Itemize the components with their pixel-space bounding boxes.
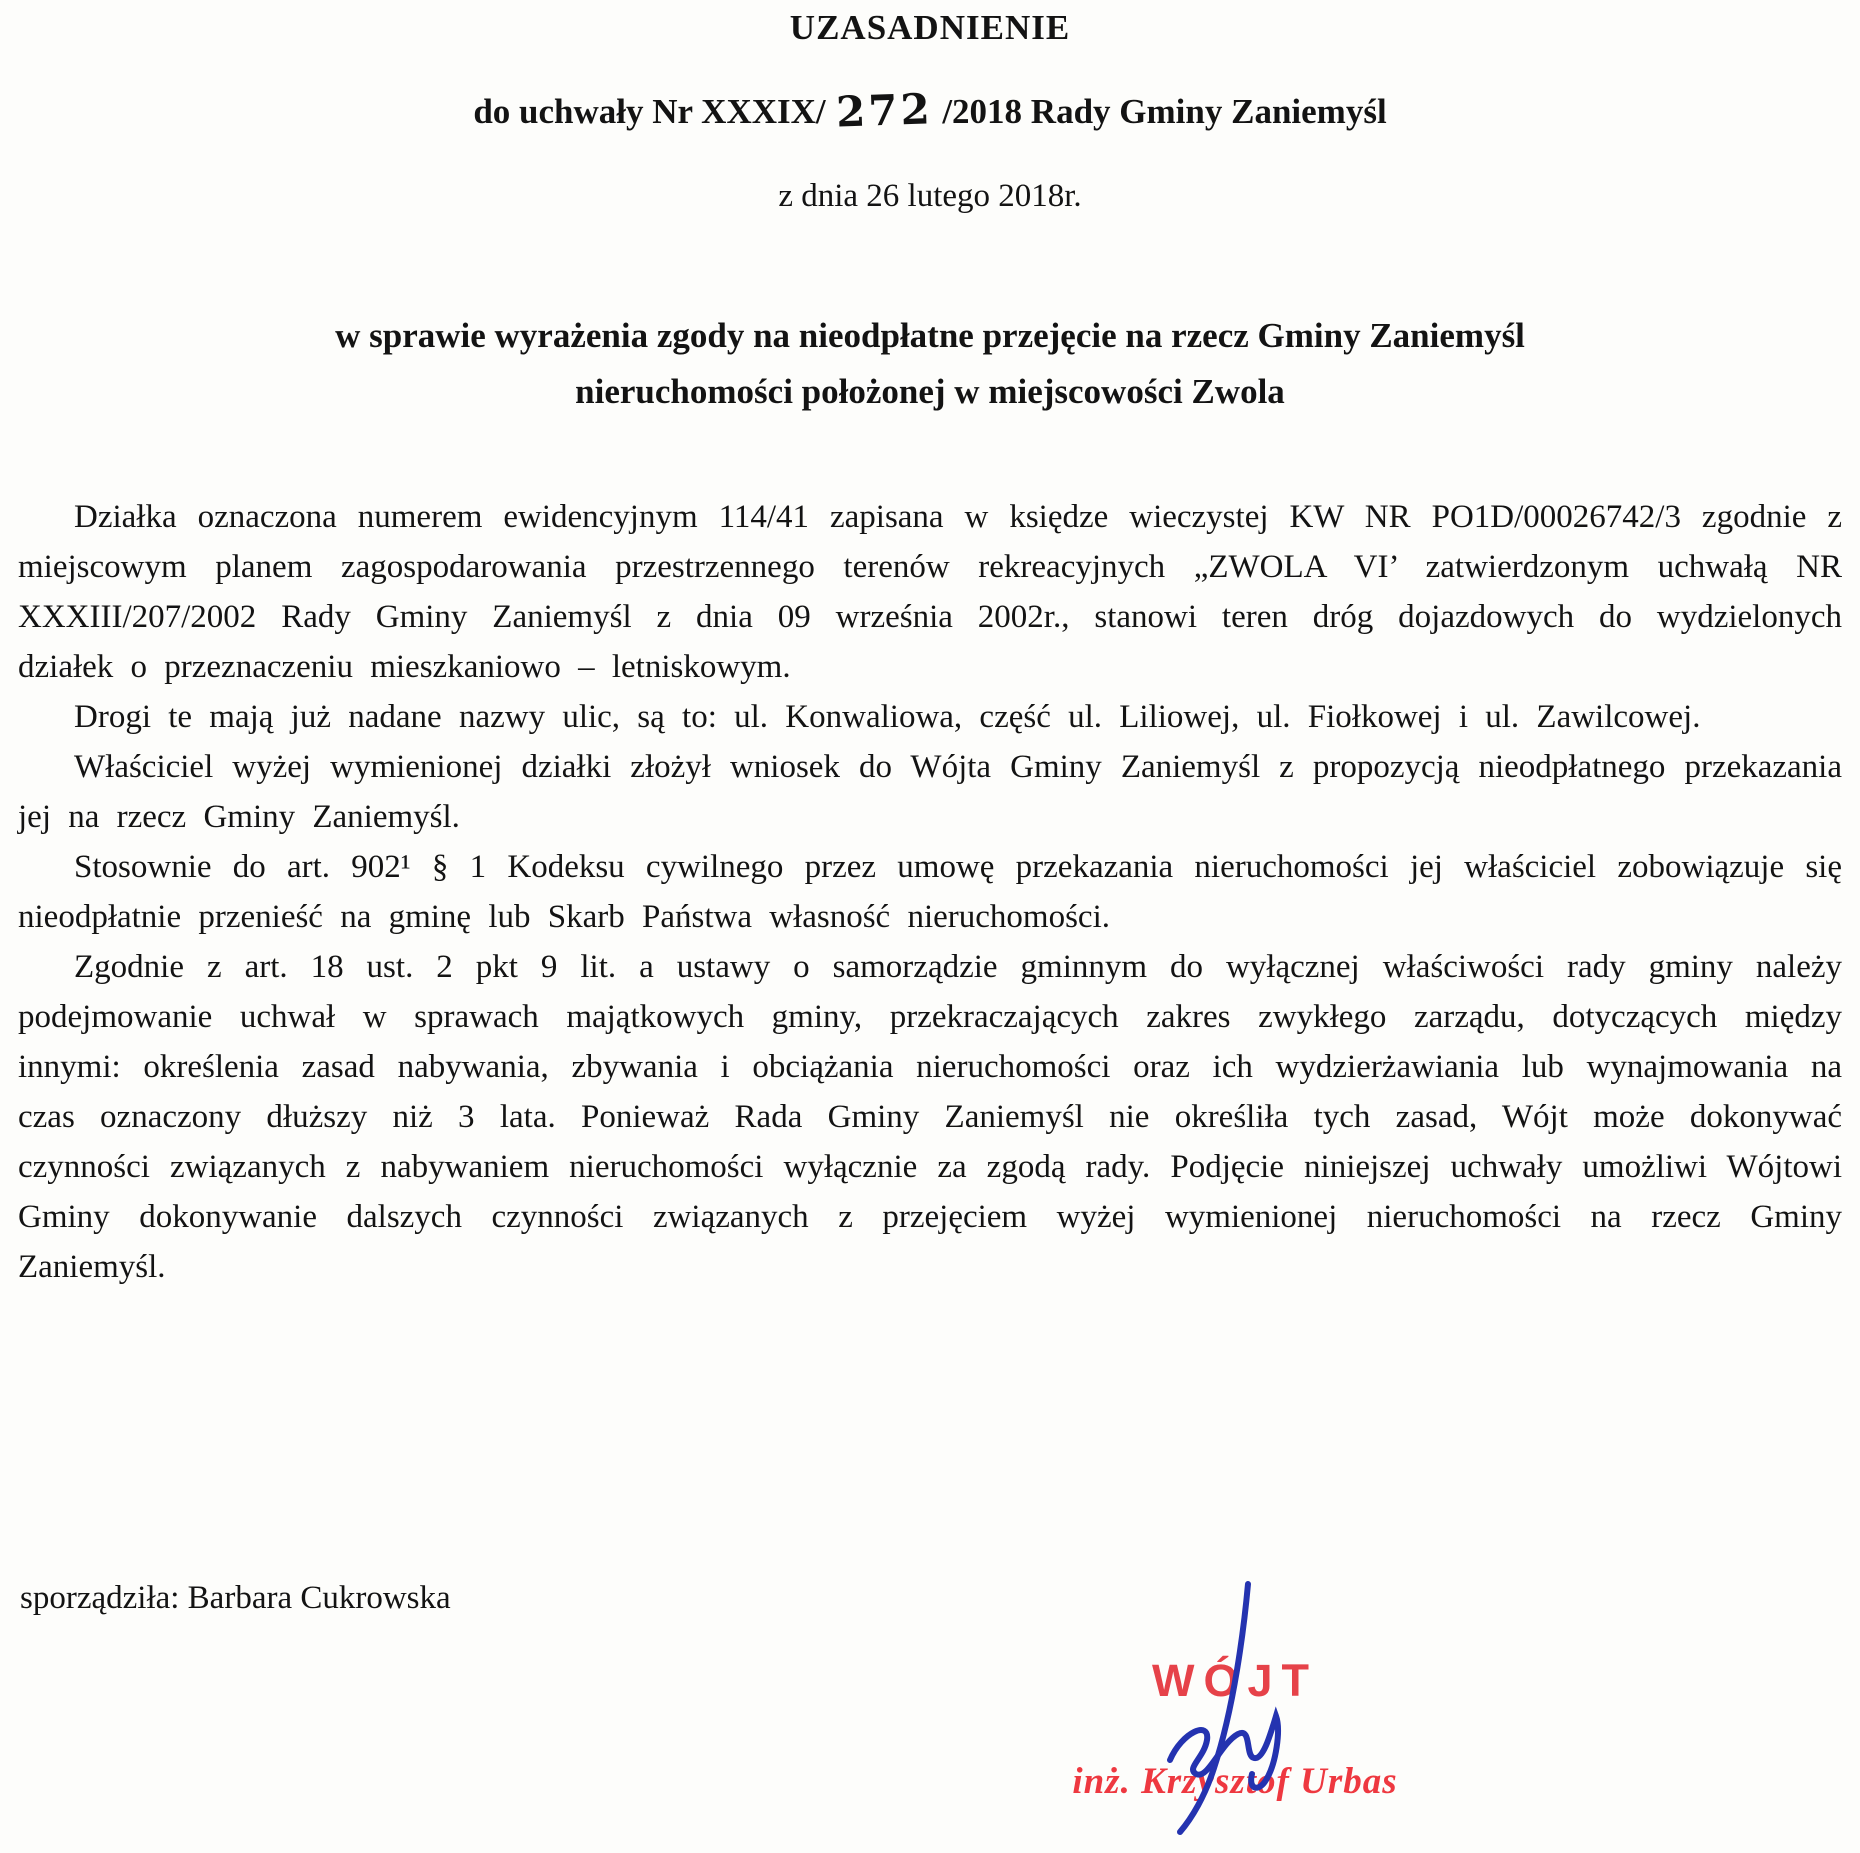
resolution-line (0, 84, 1860, 137)
body-paragraph-5: Zgodnie z art. 18 ust. 2 pkt 9 lit. a ustawy o samorządzie gminnym do wyłącznej właściwości rady gminy należy podejmowanie uchwał w sprawach majątkowych gminy, przekraczających zakres zwykłego zarządu, dotyczących między innymi: określenia zasad nabywania, zbywania i obciążania nieruchomości oraz ich wydzierżawiania lub wynajmowania na czas oznaczony dłuższy niż 3 lata. Ponieważ Rada Gminy Zaniemyśl nie określiła tych zasad, Wójt może dokonywać czynności związanych z nabywaniem nieruchomości wyłącznie za zgodą rady. Podjęcie niniejszej uchwały umożliwi Wójtowi Gminy dokonywanie dalszych czynności związanych z przejęciem wyżej wymienionej nieruchomości na rzecz Gminy Zaniemyśl. (18, 949, 1842, 1285)
stamp-title-wojt: WÓJT (1152, 1655, 1318, 1706)
resolution-prefix: do uchwały Nr XXXIX/ (473, 92, 826, 131)
body-paragraph-3: Właściciel wyżej wymienionej działki złożył wniosek do Wójta Gminy Zaniemyśl z propozycją nieodpłatnego przekazania jej na rzecz Gminy Zaniemyśl. (18, 749, 1842, 835)
stamp-name: inż. Krzysztof Urbas (1072, 1761, 1398, 1802)
date-line: z dnia 26 lutego 2018r. (778, 178, 1082, 214)
resolution-suffix: /2018 Rady Gminy Zaniemyśl (942, 92, 1387, 131)
subject-heading (0, 308, 1860, 420)
handwritten-resolution-number: 272 (834, 84, 934, 137)
document-body (18, 492, 1842, 1292)
document-title: UZASADNIENIE (789, 8, 1071, 47)
body-paragraph-2: Drogi te mają już nadane nazwy ulic, są to: ul. Konwaliowa, część ul. Liliowej, ul. Fiołkowej i ul. Zawilcowej. (74, 699, 1701, 735)
body-paragraph-1: Działka oznaczona numerem ewidencyjnym 114/41 zapisana w księdze wieczystej KW NR PO1D/00026742/3 zgodnie z miejscowym planem zagospodarowania przestrzennego terenów rekreacyjnych „ZWOLA VI’ zatwierdzonym uchwałą NR XXXIII/207/2002 Rady Gminy Zaniemyśl z dnia 09 września 2002r., stanowi teren dróg dojazdowych do wydzielonych działek o przeznaczeniu mieszkaniowo – letniskowym. (18, 499, 1842, 685)
prepared-by-line: sporządziła: Barbara Cukrowska (20, 1580, 451, 1616)
handwritten-signature (1140, 1570, 1320, 1840)
subject-line-2: nieruchomości położonej w miejscowości Zwola (575, 372, 1285, 411)
body-paragraph-4: Stosownie do art. 902¹ § 1 Kodeksu cywilnego przez umowę przekazania nieruchomości jej właściciel zobowiązuje się nieodpłatnie przenieść na gminę lub Skarb Państwa własność nieruchomości. (18, 849, 1842, 935)
signature-diagonal-stroke (1180, 1584, 1248, 1832)
subject-line-1: w sprawie wyrażenia zgody na nieodpłatne przejęcie na rzecz Gminy Zaniemyśl (335, 316, 1525, 355)
